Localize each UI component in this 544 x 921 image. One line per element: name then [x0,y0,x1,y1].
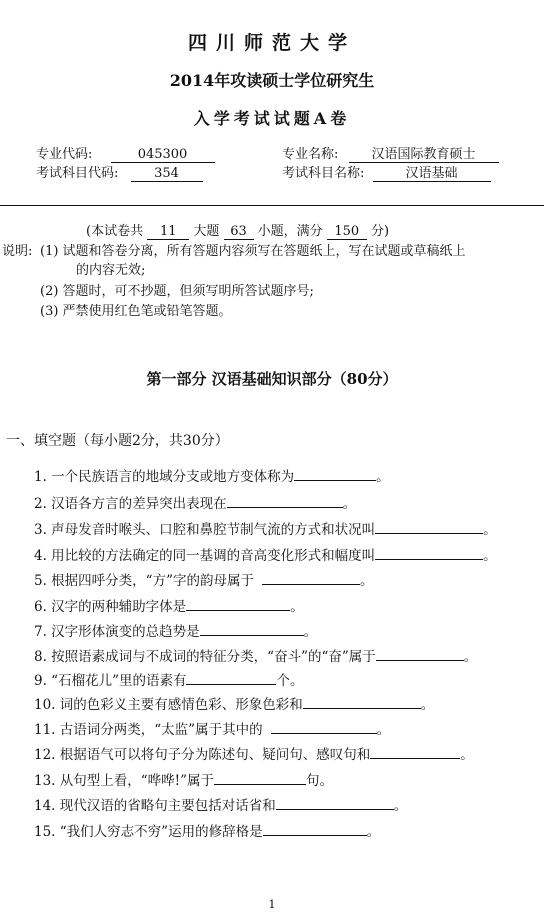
count-suffix: 分) [370,224,390,239]
subject-name-label: 考试科目名称: [282,166,365,181]
answer-blank [214,772,306,785]
instructions-label: 说明: [2,244,33,259]
paper-title: 入学考试试题A卷 [193,109,351,128]
count-prefix: (本试卷共 [86,224,144,239]
question-item: 7. 汉字形体演变的总趋势是 。 [34,624,318,640]
question-item: 2. 汉语各方言的差异突出表现在 。 [34,496,357,512]
question-item: 3. 声母发音时喉头、口腔和鼻腔节制气流的方式和状况叫 。 [34,522,497,538]
section-title: 一、填空题（每小题2分，共30分） [6,433,229,449]
answer-blank [200,623,304,636]
answer-blank [370,746,460,759]
question-item: 12. 根据语气可以将句子分为陈述句、疑问句、感叹句和 。 [34,747,474,763]
answer-blank [186,598,290,611]
major-code-row [36,143,215,163]
question-item: 8. 按照语素成词与不成词的特征分类，“奋斗”的“奋”属于 。 [34,649,478,665]
question-item: 4. 用比较的方法确定的同一基调的音高变化形式和幅度叫 。 [34,548,497,564]
section-unit: 大题 [193,224,220,239]
answer-blank [294,468,376,481]
instruction-item: 的内容无效; [76,263,146,278]
university-title: 四川师范大学 [187,32,356,54]
instruction-item: (2) 答题时，可不抄题，但须写明所答试题序号; [40,284,314,299]
question-item: 11. 古语词分两类，“太监”属于其中的 。 [34,722,391,738]
instruction-item: (1) 试题和答卷分离，所有答题内容须写在答题纸上，写在试题或草稿纸上 [40,244,466,259]
question-item: 13. 从句型上看，“哗哗!”属于 句。 [34,773,333,789]
subject-name-row [282,162,491,182]
major-name-row [282,143,499,163]
answer-blank [375,521,483,534]
answer-blank [276,797,394,810]
question-item: 14. 现代汉语的省略句主要包括对话省和 。 [34,798,408,814]
part-title: 第一部分 汉语基础知识部分（80分） [146,370,398,388]
answer-blank [271,721,377,734]
major-code-label: 专业代码: [36,147,93,162]
major-code-value: 045300 [111,147,215,163]
answer-blank [227,495,343,508]
page-number: 1 [268,898,276,911]
paper-count-line [86,220,389,240]
question-item: 15. “我们人穷志不穷”运用的修辞格是 。 [34,824,381,840]
question-item: 1. 一个民族语言的地域分支或地方变体称为 。 [34,469,390,485]
subject-code-row [36,162,203,182]
question-item: 10. 词的色彩义主要有感情色彩、形象色彩和 。 [34,697,435,713]
question-unit: 小题，满分 [257,224,323,239]
major-name-label: 专业名称: [282,147,339,162]
subject-name-value: 汉语基础 [373,166,491,182]
exam-title: 2014年攻读硕士学位研究生 [169,71,375,90]
question-count: 63 [224,224,254,240]
section-count: 11 [147,224,189,240]
total-score: 150 [327,224,367,240]
question-item: 6. 汉字的两种辅助字体是 。 [34,599,304,615]
answer-blank [262,572,360,585]
major-name-value: 汉语国际教育硕士 [349,147,499,163]
question-item: 5. 根据四呼分类，“方”字的韵母属于 。 [34,573,374,589]
divider-rule [0,205,544,206]
answer-blank [186,672,276,685]
answer-blank [263,823,367,836]
answer-blank [375,547,483,560]
answer-blank [303,696,421,709]
answer-blank [376,648,464,661]
question-item: 9. “石榴花儿”里的语素有 个。 [34,673,304,689]
subject-code-label: 考试科目代码: [36,166,119,181]
instruction-item: (3) 严禁使用红色笔或铅笔答题。 [40,304,232,319]
subject-code-value: 354 [131,166,203,182]
